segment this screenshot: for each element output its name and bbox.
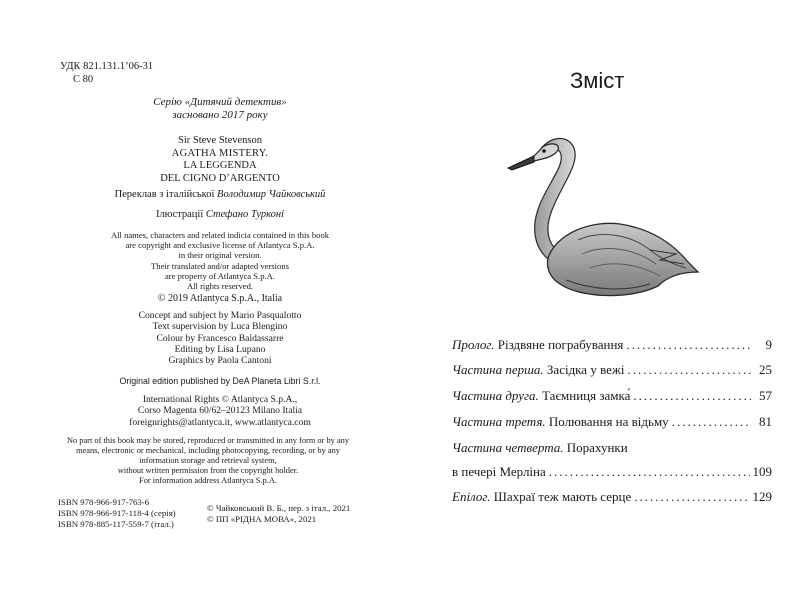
page-title: Зміст xyxy=(570,68,625,93)
no-reproduction-notice xyxy=(58,436,358,486)
copyright-line: © Чайковський В. Б., пер. з італ., 2021 xyxy=(207,503,351,513)
notice-line: without written permission from the copyright holder. xyxy=(117,466,299,475)
illustrator-label: Ілюстрації xyxy=(155,209,204,220)
illustrator-line xyxy=(80,209,360,220)
toc-page: 25 xyxy=(759,362,772,377)
toc-page: 81 xyxy=(759,414,772,429)
toc-leader xyxy=(633,388,751,404)
toc-title: Шахраї теж мають серце xyxy=(493,489,632,504)
credits-block xyxy=(100,310,340,366)
swan-illustration xyxy=(500,122,700,307)
udk-block xyxy=(60,60,153,86)
toc-leader xyxy=(672,414,751,430)
toc-leader xyxy=(549,464,750,480)
series-line-2: засновано 2017 року xyxy=(172,109,268,121)
series-line-1: Серію «Дитячий детектив» xyxy=(153,96,287,108)
toc-entry[interactable] xyxy=(452,362,772,380)
toc-page: 57 xyxy=(759,388,772,403)
toc-part: Частина четверта. xyxy=(452,440,564,455)
udk-code: УДК 821.131.1’06-31 xyxy=(60,61,154,72)
intl-line: foreignrights@atlantyca.it, www.atlantyca.com xyxy=(129,416,311,428)
translator-line xyxy=(80,189,360,200)
toc-page: 129 xyxy=(752,489,772,504)
toc-title: в печері Мерліна xyxy=(452,464,546,479)
rights-line: All rights reserved. xyxy=(186,281,254,292)
original-title-3: DEL CIGNO D’ARGENTO xyxy=(160,172,280,184)
rights-line: All names, characters and related indicia contained in this book xyxy=(110,230,330,240)
toc-entry[interactable] xyxy=(452,440,772,458)
toc-title: Різдвяне пограбування xyxy=(497,337,624,352)
toc-part: Епілог. xyxy=(452,489,491,504)
rights-line: are copyright and exclusive license of Atlantyca S.p.A. xyxy=(125,240,315,251)
credit-line: Colour by Francesco Baldassarre xyxy=(156,332,284,344)
book-code: С 80 xyxy=(73,74,94,85)
credit-line: Graphics by Paola Cantoni xyxy=(168,355,272,367)
original-title-1: AGATHA MISTERY. xyxy=(171,147,269,159)
original-edition: Original edition published by DeA Planeta Libri S.r.l. xyxy=(119,376,321,386)
toc-title: Полювання на відьму xyxy=(548,414,669,429)
copyright-2019: © 2019 Atlantyca S.p.A., Italia xyxy=(157,293,283,304)
toc-entry-continued[interactable] xyxy=(452,464,772,482)
international-rights xyxy=(100,394,340,428)
rights-notice xyxy=(100,230,340,291)
notice-line: No part of this book may be stored, reproduced or transmitted in any form or by any xyxy=(66,436,350,445)
toc-entry[interactable] xyxy=(452,489,772,507)
copyright-line: © ПП «РІДНА МОВА», 2021 xyxy=(207,514,317,524)
toc-part: Пролог. xyxy=(452,337,495,352)
author: Sir Steve Stevenson xyxy=(178,135,262,146)
notice-line: means, electronic or mechanical, including photocopying, recording, or by any xyxy=(76,446,340,455)
toc-entry[interactable] xyxy=(452,388,772,406)
translator-label: Переклав з італійської xyxy=(114,189,215,200)
toc-leader xyxy=(634,489,749,505)
isbn-line: ISBN 978-966-917-118-4 (серія) xyxy=(58,508,176,518)
illustrator-name: Стефано Турконі xyxy=(205,209,285,220)
series-info xyxy=(100,96,340,122)
original-title-block xyxy=(100,135,340,185)
toc-leader xyxy=(626,337,751,353)
rights-line: in their original version. xyxy=(178,250,262,261)
right-page xyxy=(400,0,800,600)
toc-part: Частина перша. xyxy=(452,362,544,377)
toc-leader xyxy=(628,362,752,378)
toc-page: 9 xyxy=(765,337,772,352)
rights-line: Their translated and/or adapted versions xyxy=(151,260,289,271)
translation-copyright-block xyxy=(207,503,350,525)
toc-part: Частина третя. xyxy=(452,414,546,429)
credit-line: Text supervision by Luca Blengino xyxy=(152,321,288,333)
notice-line: For information address Atlantyca S.p.A. xyxy=(139,476,277,485)
credit-line: Concept and subject by Mario Pasqualotto xyxy=(138,310,302,321)
toc-part: Частина друга. xyxy=(452,388,539,403)
toc-title: Засідка у вежі xyxy=(546,362,625,377)
toc-title: Таємниця замка́ xyxy=(542,388,631,403)
original-title-2: LA LEGGENDA xyxy=(183,160,257,171)
toc-entry[interactable] xyxy=(452,337,772,355)
intl-line: Corso Magenta 60/62–20123 Milano Italia xyxy=(137,405,303,417)
notice-line: information storage and retrieval system, xyxy=(139,456,277,465)
credit-line: Editing by Lisa Lupano xyxy=(174,343,266,355)
rights-line: are property of Atlantyca S.p.A. xyxy=(164,270,275,281)
translator-name: Володимир Чайковський xyxy=(217,189,326,200)
isbn-line: ISBN 978-885-117-559-7 (італ.) xyxy=(58,519,174,529)
toc-page: 109 xyxy=(752,464,772,479)
isbn-line: ISBN 978-966-917-763-6 xyxy=(58,497,150,507)
toc-entry[interactable] xyxy=(452,414,772,432)
toc-title: Порахунки xyxy=(566,440,628,455)
isbn-block xyxy=(58,497,176,530)
intl-line: International Rights © Atlantyca S.p.A., xyxy=(142,394,298,405)
